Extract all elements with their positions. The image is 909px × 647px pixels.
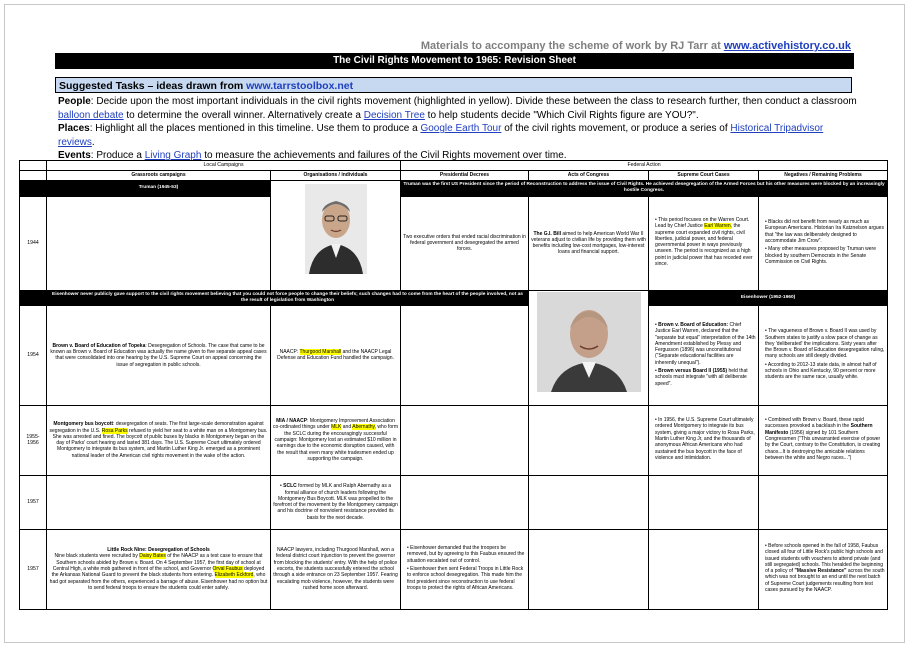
- blank-cell: [20, 181, 47, 197]
- living-graph-link[interactable]: Living Graph: [144, 150, 202, 161]
- year-1957: 1957: [20, 475, 47, 529]
- grassroots-1957: [47, 475, 271, 529]
- tarrstoolbox-link[interactable]: www.tarrstoolbox.net: [246, 80, 354, 92]
- places-task: Places: Highlight all the places mentioned in this timeline. Use them to produce a Google Earth Tour of the civil rights movement, or produce a series of Historical Tripadvisor reviews.: [58, 123, 824, 148]
- blank-header: [20, 161, 47, 171]
- col-header: Presidential Decrees: [401, 171, 529, 181]
- grassroots-1954: Brown v. Board of Education of Topeka: Desegregation of Schools. The case that came to be known as Brown v. Board of Education was actually the name given to five separate appeal cases that were consolidated into one hearing by the U.S. Supreme Court on appeal concerning the issue of segregation in public schools.: [47, 306, 271, 405]
- page-title: The Civil Rights Movement to 1965: Revision Sheet: [55, 53, 854, 69]
- grassroots-1955: Montgomery bus boycott: desegregation of seats. The first large-scale demonstration against segregation in the U.S. Rosa Parks refused to yield her seat to a white man on a Montgomery bus. She was arrested and fined. The boycott of public buses by blacks in Montgomery began on the day of Parks' court hearing and lasted 381 days. The U.S. Supreme Court ultimately ordered Montgomery to integrate its bus system, and Martin Luther King Jr. emerged as a prominent national leader of the American civil rights movement in the wake of the action.: [47, 405, 271, 475]
- negatives-little-rock: • Before schools opened in the fall of 1958, Faubus closed all four of Little Rock's public high schools and issued students with vouchers to attend private (and still segregated) schools. This heralded the beginning of a policy of "Massive Resistance" across the south which was not brought to an end until the next batch of Supreme Court judgements resulting from test cases pursued by the NAACP.: [759, 529, 888, 609]
- task-instructions: [58, 95, 858, 163]
- local-campaigns-header: Local Campaigns: [47, 161, 401, 171]
- col-header: Grassroots campaigns: [47, 171, 271, 181]
- eisenhower-caption: Eisenhower: [574, 396, 603, 403]
- grassroots-little-rock: Little Rock Nine: Desegregation of Schools Nine black students were recruited by Daisy Bates of the NAACP as a test case to ensure that Southern schools abided by Brown v. Board. On 4 September 1957, the first day of school at Central High, a white mob gathered in front of the school, and Governor Orval Faubus deployed the Arkansas National Guard to prevent the black students from entering. Elizabeth Eckford, who had got separated from the others, experienced a barrage of abuse. Eisenhower had no option but to send federal troops to ensure the students could enter safely.: [47, 529, 271, 609]
- organisations-little-rock: NAACP lawyers, including Thurgood Marshall, won a federal district court injunction to prevent the governor from blocking the students' entry. With the help of police escorts, the students successfully entered the school through a side entrance on 23 September 1957. Fearing escalating mob violence, however, the students were rushed home soon afterward.: [271, 529, 401, 609]
- decision-tree-link[interactable]: Decision Tree: [363, 109, 425, 121]
- negatives-1954: • The vagueness of Brown v. Board II was used by Southern states to justify a slow pace of change as they 'deliberated' the implications. Sixty years after the Brown v. Board of Education desegregation ruling, many schools are still deeply divided. • According to 2012-13 state data, in almost half of schools in Ohio and Kentucky, 90 percent or more students are the same race, usually white.: [759, 306, 888, 405]
- timeline-table: [19, 160, 888, 610]
- truman-era-label: Truman (1945-53): [47, 181, 271, 197]
- eisenhower-note: Eisenhower never publicly gave support to the civil rights movement believing that you could not force people to change their beliefs; such changes had to come from the heart of the people involved, not as the result of legislation from Washington: [47, 290, 529, 306]
- eisenhower-photo-cell: [529, 290, 649, 405]
- truman-photo-cell: [271, 181, 401, 291]
- year-1954: 1954: [20, 306, 47, 405]
- court-little-rock: [649, 529, 759, 609]
- eisenhower-era-label: Eisenhower (1952-1960): [649, 290, 888, 306]
- truman-portrait-icon: [305, 184, 367, 274]
- activehistory-link[interactable]: www.activehistory.co.uk: [723, 40, 851, 52]
- act-little-rock: [529, 529, 649, 609]
- organisations-1955: MIA / NAACP: Montgomery Improvement Association co-ordinated things under MLK and Abernathy, who form the SCLC during the encouragingly successful campaign: Montgomery lost an estimated $10 million in earnings due to the economic disruption caused, with the result that even many white tradesmen ended up supporting the campaign.: [271, 405, 401, 475]
- truman-photo: [273, 182, 398, 288]
- people-task: People: Decide upon the most important individuals in the civil rights movement (highlighted in yellow). Divide these between the class to research further, then conduct a classroom balloon debate to determine the overall winner. Alternatively create a Decision Tree to help students decide "Which Civil Rights figure are YOU?".: [58, 96, 857, 121]
- blank-cell: [20, 290, 47, 306]
- eisenhower-photo: [531, 292, 646, 404]
- negatives-1957: [759, 475, 888, 529]
- decree-1955: [401, 405, 529, 475]
- col-header: Acts of Congress: [529, 171, 649, 181]
- col-header: Supreme Court Cases: [649, 171, 759, 181]
- act-1944: The G.I. Bill aimed to help American World War II veterans adjust to civilian life by providing them with benefits including low-cost mortgages, low-interest loans and financial support.: [529, 196, 649, 290]
- decree-1954: [401, 306, 529, 405]
- court-1954: • Brown v. Board of Education: Chief Justice Earl Warren, declared that the "separate but equal" interpretation of the 14th Amendment established by Plessy and Fergusson (1896) was unconstitutional ("Separate educational facilities are inherently unequal"). • Brown versus Board II (1955) held that schools must integrate "with all deliberate speed".: [649, 306, 759, 405]
- court-1957: [649, 475, 759, 529]
- google-earth-tour-link[interactable]: Google Earth Tour: [420, 123, 502, 134]
- organisations-1954: NAACP: Thurgood Marshall and the NAACP Legal Defense and Education Fund handled the campaign.: [271, 306, 401, 405]
- decree-little-rock: • Eisenhower demanded that the troopers be removed, but by agreeing to this Faubus ensured the situation escalated out of control. • Eisenhower then sent Federal Troops in Little Rock to enforce school desegregation. This made him the first president since reconstruction to use federal troops to protect the rights of African Americans.: [401, 529, 529, 609]
- eisenhower-portrait-icon: [537, 292, 641, 392]
- col-header: Negatives / Remaining Problems: [759, 171, 888, 181]
- truman-caption: Truman: [326, 281, 345, 287]
- federal-action-header: Federal Action: [401, 161, 888, 171]
- year-1955-1956: 1955-1956: [20, 405, 47, 475]
- col-header: Organisations / individuals: [271, 171, 401, 181]
- negatives-1944: • Blacks did not benefit from nearly as much as European Americans. Historian Ira Katznelson argues that "the law was deliberately designed to accommodate Jim Crow". • Many other measures proposed by Truman were blocked by southern Democrats in the Senate Commission on Civil Rights.: [759, 196, 888, 290]
- suggested-tasks-heading: Suggested Tasks – ideas drawn from www.tarrstoolbox.net: [55, 77, 852, 93]
- act-1955: [529, 405, 649, 475]
- year-1944: 1944: [20, 196, 47, 290]
- balloon-debate-link[interactable]: balloon debate: [58, 109, 124, 121]
- court-1955: • In 1956, the U.S. Supreme Court ultimately ordered Montgomery to integrate its bus system, giving a major victory to Rosa Parks, Martin Luther King Jr, and the thousands of anonymous African Americans who had sustained the bus boycott in the face of violence and intimidation.: [649, 405, 759, 475]
- negatives-1955: • Combined with Brown v. Board, these rapid successes provoked a backlash in the Southern Manifesto (1956) signed by 101 Southern Congressmen ("This unwarranted exercise of power by the Court, contrary to the Constitution, is creating chaos...It is destroying the amicable relations between the white and Negro races..."): [759, 405, 888, 475]
- decree-1957: [401, 475, 529, 529]
- credit-line: Materials to accompany the scheme of work by RJ Tarr at www.activehistory.co.uk: [420, 40, 851, 52]
- act-1957: [529, 475, 649, 529]
- court-1944: • This period focuses on the Warren Court. Lead by Chief Justice Earl Warren, the supreme court expanded civil rights, civil liberties, judicial power, and federal governmental power in ways previously unseen. The period is recognized as a high point in judicial power that has receded ever since.: [649, 196, 759, 290]
- tripadvisor-reviews-link[interactable]: Historical Tripadvisor reviews: [58, 123, 824, 148]
- grassroots-1944: [47, 196, 271, 290]
- truman-note: Truman was the first US President since the period of Reconstruction to address the issue of Civil Rights. He achieved desegregation of the Armed Forces but his other measures were blocked by an increasingly hostile Congress.: [401, 181, 888, 197]
- year-1957-little-rock: 1957: [20, 529, 47, 609]
- organisations-1957: • SCLC formed by MLK and Ralph Abernathy as a formal alliance of church leaders following the Montgomery Bus Boycott. MLK was propelled to the forefront of the movement by the Montgomery campaign and his doctrine of nonviolent resistance provided its basis for the next decade.: [271, 475, 401, 529]
- blank-subheader: [20, 171, 47, 181]
- events-task: Events: Produce a Living Graph to measure the achievements and failures of the Civil Rights movement over time.: [58, 150, 567, 161]
- decree-1944: Two executive orders that ended racial discrimination in federal government and desegregated the armed forces.: [401, 196, 529, 290]
